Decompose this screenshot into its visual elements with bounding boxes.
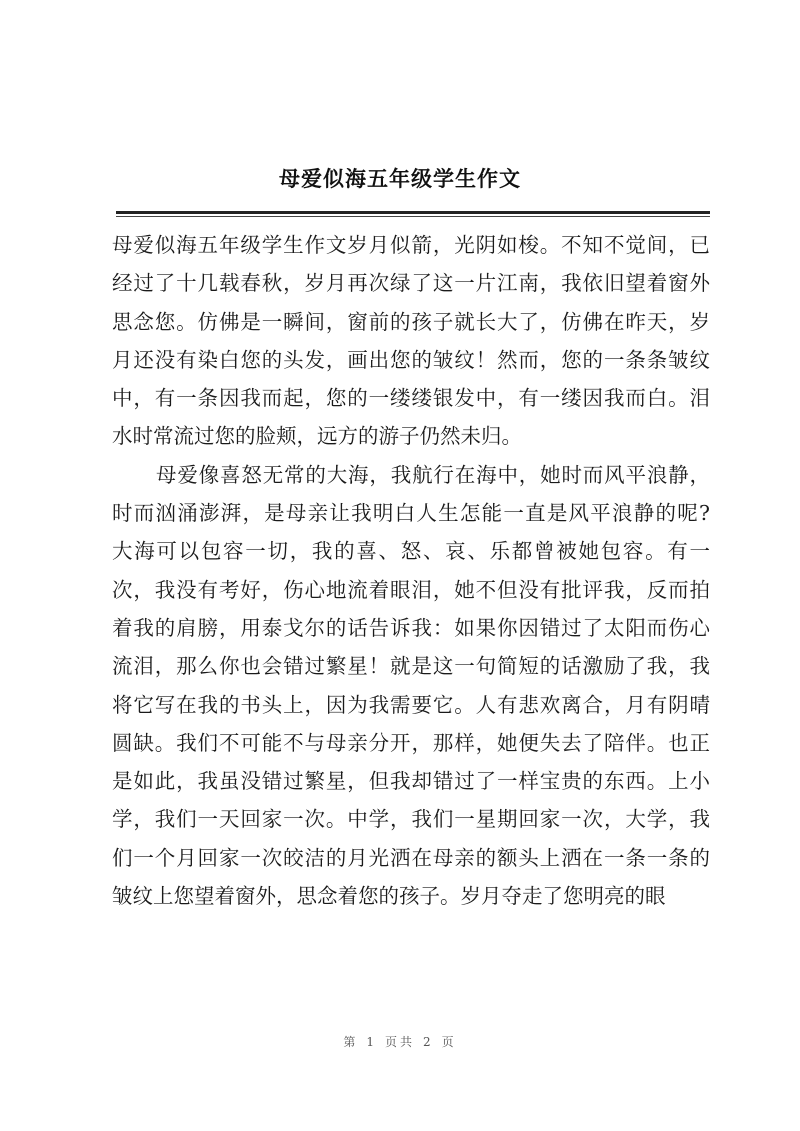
text-line: 圆缺。我们不可能不与母亲分开，那样，她便失去了陪伴。也正 (112, 730, 710, 755)
text-line: 母爱像喜怒无常的大海，我航行在海中，她时而风平浪静， (156, 462, 710, 487)
text-line: 皱纹上您望着窗外，思念着您的孩子。岁月夺走了您明亮的眼 (112, 884, 666, 909)
paragraph-2 (112, 456, 710, 916)
text-line: 着我的肩膀，用泰戈尔的话告诉我：如果你因错过了太阳而伤心 (112, 615, 710, 640)
text-line: 月还没有染白您的头发，画出您的皱纹！然而，您的一条条皱纹 (112, 347, 710, 372)
text-line: 经过了十几载春秋，岁月再次绿了这一片江南，我依旧望着窗外 (112, 271, 710, 296)
paragraph-1 (112, 226, 710, 456)
document-title: 母爱似海五年级学生作文 (279, 167, 521, 191)
text-line: 水时常流过您的脸颊，远方的游子仍然未归。 (112, 424, 522, 449)
text-line: 流泪，那么你也会错过繁星！就是这一句简短的话激励了我，我 (112, 654, 710, 679)
footer-page-number: 1 (366, 1035, 377, 1049)
text-line: 大海可以包容一切，我的喜、怒、哀、乐都曾被她包容。有一 (112, 539, 710, 564)
text-line: 们一个月回家一次皎洁的月光洒在母亲的额头上洒在一条一条的 (112, 845, 710, 870)
text-line: 母爱似海五年级学生作文岁月似箭，光阴如梭。不知不觉间，已 (112, 233, 710, 257)
text-line: 学，我们一天回家一次。中学，我们一星期回家一次，大学，我 (112, 807, 710, 832)
footer-suffix: 页 (441, 1035, 457, 1049)
text-line: 将它写在我的书头上，因为我需要它。人有悲欢离合，月有阴晴 (112, 692, 710, 717)
title-divider-thin (116, 216, 710, 217)
text-line: 时而汹涌澎湃，是母亲让我明白人生怎能一直是风平浪静的呢? (112, 501, 710, 526)
text-line: 次，我没有考好，伤心地流着眼泪，她不但没有批评我，反而拍 (112, 577, 710, 602)
footer-total-pages: 2 (423, 1035, 434, 1049)
title-divider-thick (116, 211, 710, 214)
text-line: 是如此，我虽没错过繁星，但我却错过了一样宝贵的东西。上小 (112, 769, 710, 794)
document-body (112, 226, 710, 915)
text-line: 思念您。仿佛是一瞬间，窗前的孩子就长大了，仿佛在昨天，岁 (112, 309, 710, 334)
footer-prefix: 第 (343, 1035, 359, 1049)
footer-middle: 页共 (384, 1035, 415, 1049)
page-footer (0, 1033, 800, 1050)
text-line: 中，有一条因我而起，您的一缕缕银发中，有一缕因我而白。泪 (112, 386, 710, 411)
